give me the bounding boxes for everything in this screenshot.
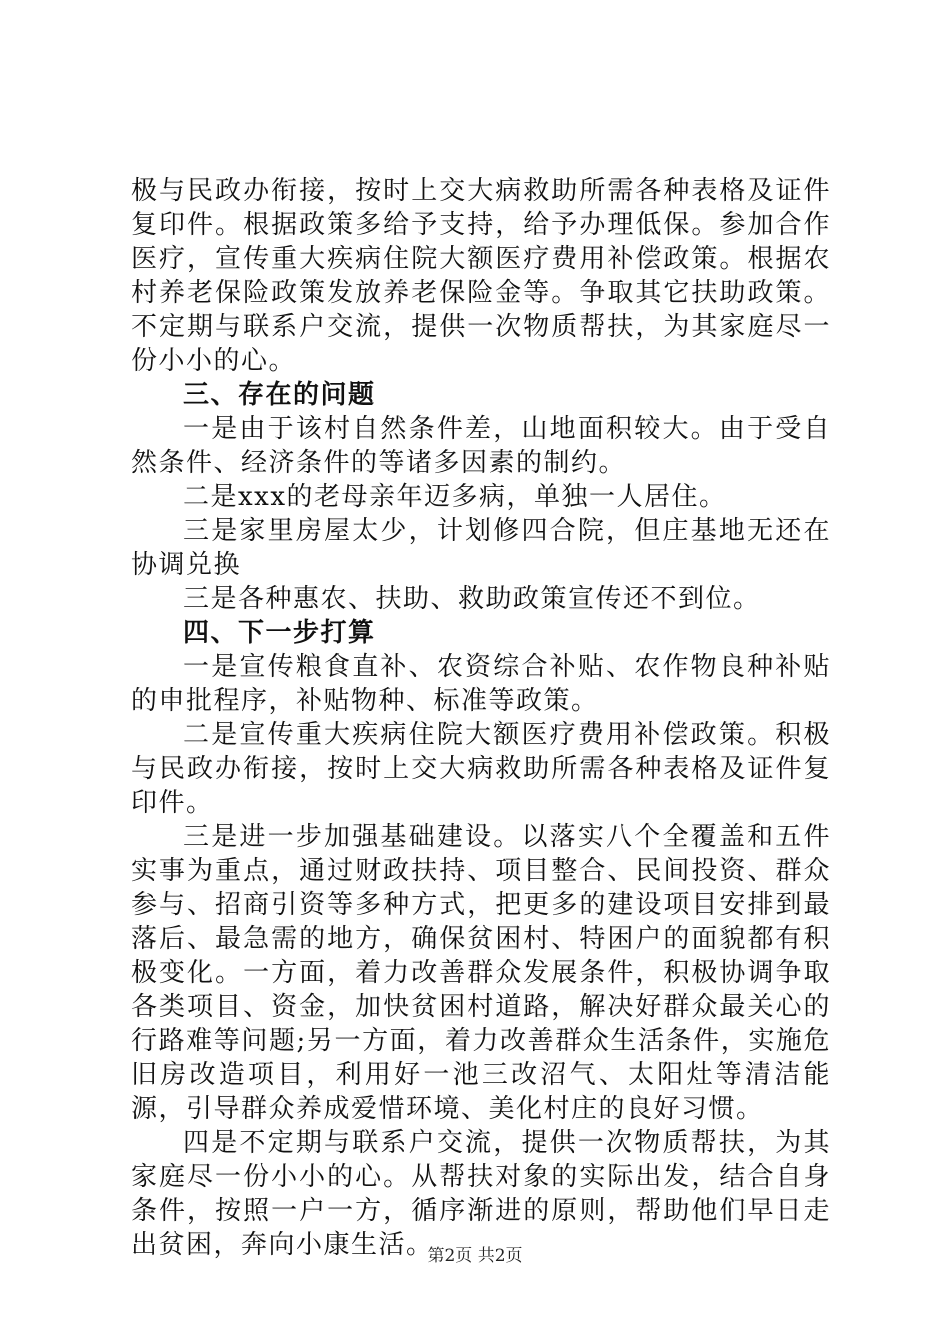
section-heading-next-steps: 四、下一步打算 xyxy=(183,618,376,648)
section-heading-problems: 三、存在的问题 xyxy=(183,380,376,410)
plan-paragraph-3: 三是进一步加强基础建设。以落实八个全覆盖和五件实事为重点，通过财政扶持、项目整合、民间投资、群众参与、招商引资等多种方式，把更多的建设项目安排到最落后、最急需的地方，确保贫困村、特困户的面貌都有积极变化。一方面，着力改善群众发展条件，积极协调争取各类项目、资金，加快贫困村道路，解决好群众最关心的行路难等问题;另一方面，着力改善群众生活条件，实施危旧房改造项目，利用好一池三改沼气、太阳灶等清洁能源，引导群众养成爱惜环境、美化村庄的良好习惯。 xyxy=(131,822,831,1124)
problem-paragraph-3: 三是家里房屋太少，计划修四合院，但庄基地无还在协调兑换 xyxy=(131,516,831,580)
document-body xyxy=(131,174,831,1262)
paragraph-continuation: 极与民政办衔接，按时上交大病救助所需各种表格及证件复印件。根据政策多给予支持，给予办理低保。参加合作医疗，宣传重大疾病住院大额医疗费用补偿政策。根据农村养老保险政策发放养老保险金等。争取其它扶助政策。不定期与联系户交流，提供一次物质帮扶，为其家庭尽一份小小的心。 xyxy=(131,176,831,376)
plan-paragraph-1: 一是宣传粮食直补、农资综合补贴、农作物良种补贴的申批程序，补贴物种、标准等政策。 xyxy=(131,652,831,716)
problem-paragraph-2: 二是xxx的老母亲年迈多病，单独一人居住。 xyxy=(183,482,727,512)
problem-paragraph-1: 一是由于该村自然条件差，山地面积较大。由于受自然条件、经济条件的等诸多因素的制约。 xyxy=(131,414,831,478)
problem-paragraph-4: 三是各种惠农、扶助、救助政策宣传还不到位。 xyxy=(183,584,761,614)
plan-paragraph-4: 四是不定期与联系户交流，提供一次物质帮扶，为其家庭尽一份小小的心。从帮扶对象的实际出发，结合自身条件，按照一户一方，循序渐进的原则，帮助他们早日走出贫困，奔向小康生活。 xyxy=(131,1128,831,1260)
plan-paragraph-2: 二是宣传重大疾病住院大额医疗费用补偿政策。积极与民政办衔接，按时上交大病救助所需各种表格及证件复印件。 xyxy=(131,720,831,818)
page-number-footer: 第2页 共2页 xyxy=(427,1246,523,1266)
